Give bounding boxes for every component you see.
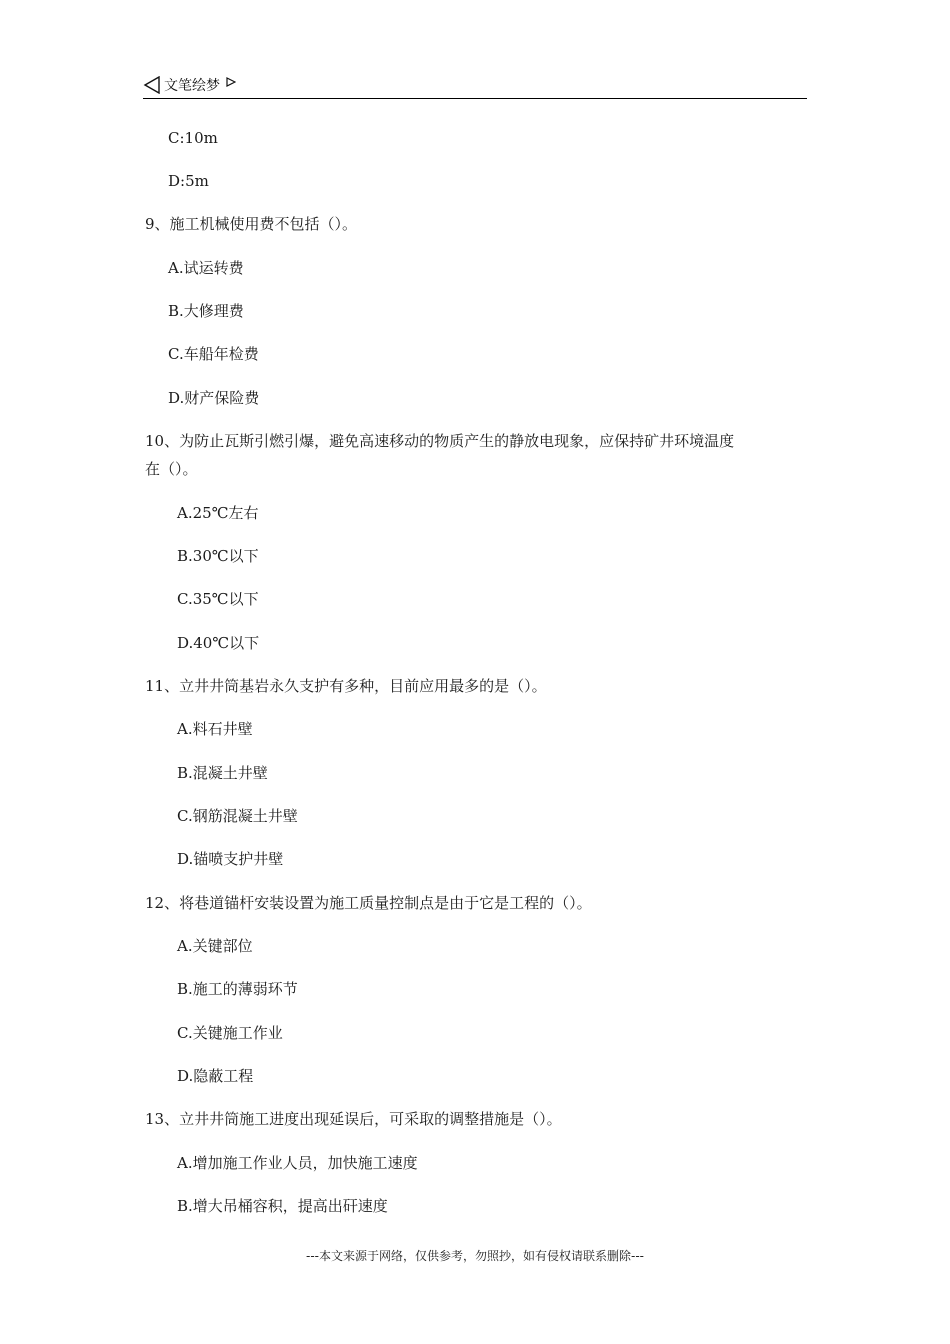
left-triangle-icon [143,76,161,94]
brand-name: 文笔绘梦 [164,78,220,94]
option-line: D.隐蔽工程 [177,1067,254,1085]
option-line: B.30℃以下 [177,547,259,565]
question-line: 11、立井井筒基岩永久支护有多种，目前应用最多的是（）。 [145,677,547,695]
option-line: D:5m [168,172,209,190]
question-line: 13、立井井筒施工进度出现延误后，可采取的调整措施是（）。 [145,1110,562,1128]
page-header [143,74,807,99]
question-line: 10、为防止瓦斯引燃引爆，避免高速移动的物质产生的静放电现象，应保持矿井环境温度 [145,432,735,450]
option-line: B.增大吊桶容积，提高出矸速度 [177,1197,388,1215]
brand-logo [143,74,236,96]
option-line: A.试运转费 [168,259,244,277]
option-line: A.增加施工作业人员，加快施工速度 [177,1154,418,1172]
question-line: 9、施工机械使用费不包括（）。 [145,215,358,233]
option-line: B.施工的薄弱环节 [177,980,298,998]
option-line: C:10m [168,129,218,147]
option-line: A.25℃左右 [177,504,259,522]
option-line: C.车船年检费 [168,345,259,363]
option-line: C.钢筋混凝土井壁 [177,807,298,825]
option-line: B.大修理费 [168,302,244,320]
option-line: C.关键施工作业 [177,1024,283,1042]
option-line: D.锚喷支护井壁 [177,850,284,868]
option-line: A.料石井壁 [177,720,253,738]
option-line: D.40℃以下 [177,634,260,652]
question-line: 在（）。 [145,460,198,478]
option-line: A.关键部位 [177,937,253,955]
option-line: D.财产保险费 [168,389,260,407]
question-line: 12、将巷道锚杆安装设置为施工质量控制点是由于它是工程的（）。 [145,894,592,912]
right-triangle-icon [226,77,236,87]
footer-disclaimer: ---本文来源于网络，仅供参考，勿照抄，如有侵权请联系删除--- [306,1249,644,1263]
option-line: B.混凝土井壁 [177,764,268,782]
option-line: C.35℃以下 [177,590,259,608]
